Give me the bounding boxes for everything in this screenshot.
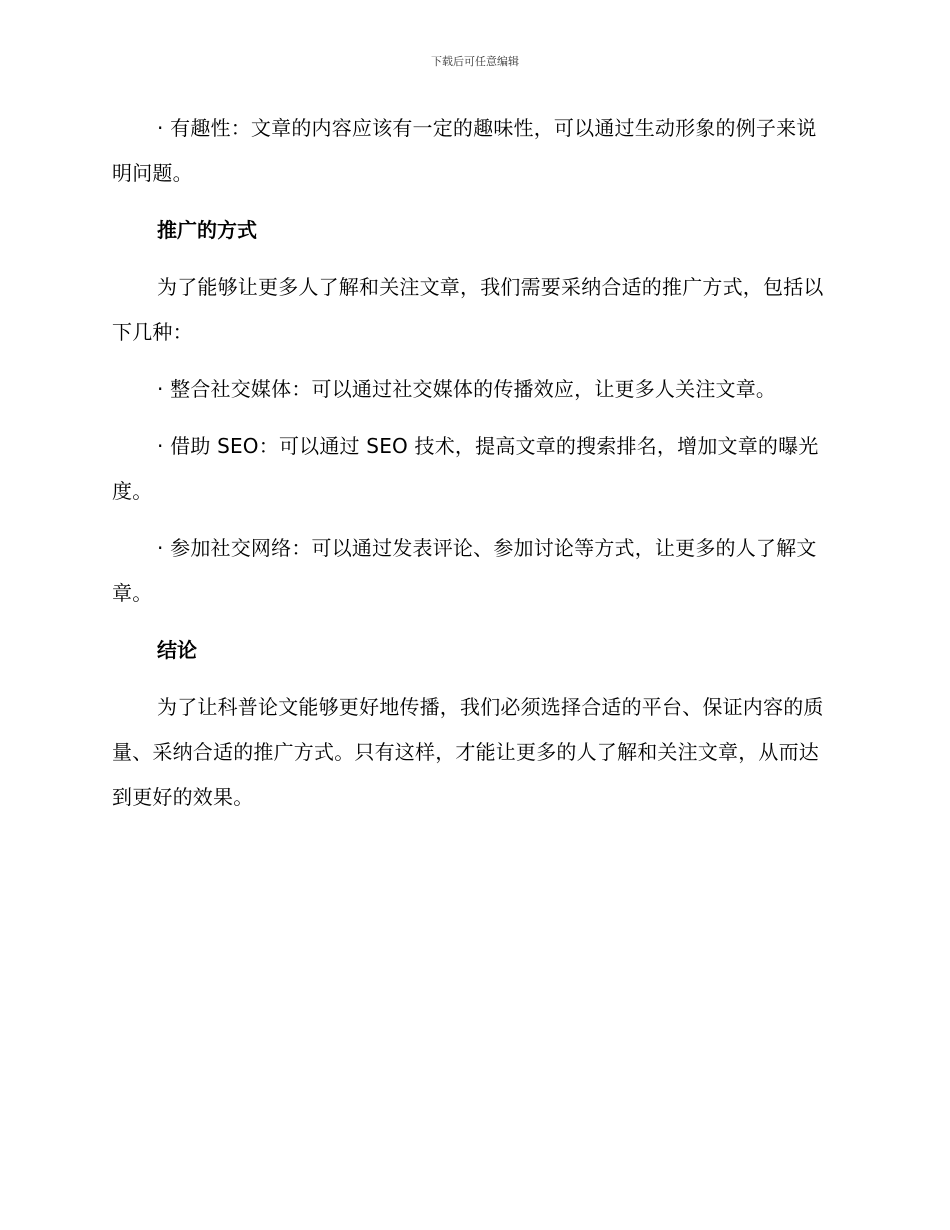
- document-body: [112, 106, 832, 832]
- heading-conclusion: 结论: [157, 638, 197, 662]
- paragraph-promotion-intro: 为了能够让更多人了解和关注文章，我们需要采纳合适的推广方式，包括以下几种：: [112, 275, 824, 344]
- paragraph-social-network: · 参加社交网络：可以通过发表评论、参加讨论等方式，让更多的人了解文章。: [112, 536, 817, 605]
- page-header: 下载后可任意编辑: [431, 55, 519, 68]
- paragraph-conclusion: 为了让科普论文能够更好地传播，我们必须选择合适的平台、保证内容的质量、采纳合适的推广方式。只有这样，才能让更多的人了解和关注文章，从而达到更好的效果。: [112, 695, 824, 809]
- paragraph-interest: · 有趣性：文章的内容应该有一定的趣味性，可以通过生动形象的例子来说明问题。: [112, 116, 817, 185]
- paragraph-seo: · 借助 SEO：可以通过 SEO 技术，提高文章的搜索排名，增加文章的曝光度。: [112, 434, 819, 503]
- paragraph-social-media: · 整合社交媒体：可以通过社交媒体的传播效应，让更多人关注文章。: [157, 377, 777, 401]
- heading-promotion: 推广的方式: [157, 218, 257, 242]
